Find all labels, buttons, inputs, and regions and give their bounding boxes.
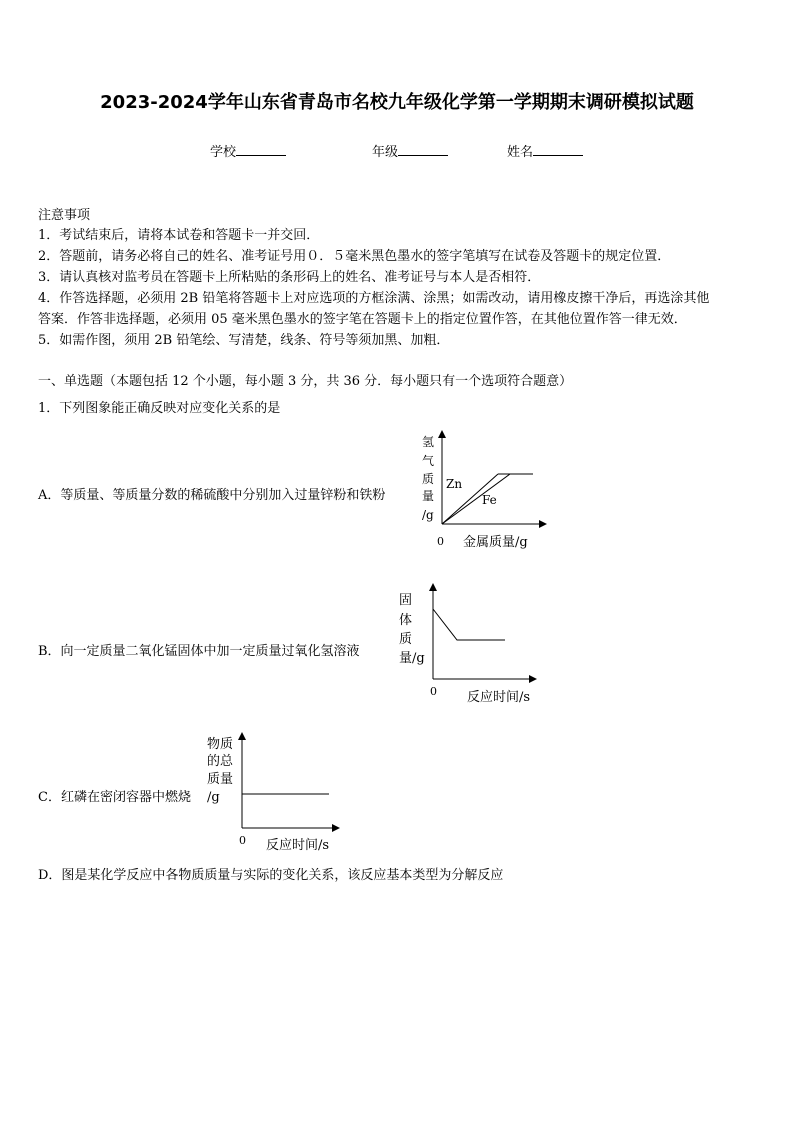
school-field[interactable] <box>210 141 286 160</box>
solid-mass-line <box>433 609 505 640</box>
note-item: 2．答题前，请务必将自己的姓名、准考证号用０．５毫米黑色墨水的签字笔填写在试卷及答题卡的规定位置． <box>38 249 671 264</box>
graph-a <box>410 428 550 554</box>
y-label-line: 质量 <box>207 772 234 787</box>
x-axis-label: 反应时间/s <box>266 838 330 853</box>
name-label: 姓名 <box>507 145 534 160</box>
option-b[interactable]: B．向一定质量二氧化锰固体中加一定质量过氧化氢溶液 <box>38 644 360 659</box>
graph-b <box>395 583 545 707</box>
page-title: 2023-2024学年山东省青岛市名校九年级化学第一学期期末调研模拟试题 <box>100 92 694 113</box>
y-label-char: 质 <box>422 472 435 486</box>
y-label-line: 物质 <box>207 737 234 752</box>
school-blank[interactable] <box>236 143 286 156</box>
option-a[interactable]: A．等质量、等质量分数的稀硫酸中分别加入过量锌粉和铁粉 <box>38 488 386 503</box>
grade-field[interactable] <box>372 141 448 160</box>
option-c[interactable]: C．红磷在密闭容器中燃烧 <box>38 790 191 805</box>
name-blank[interactable] <box>533 143 583 156</box>
option-d[interactable]: D．图是某化学反应中各物质质量与实际的变化关系，该反应基本类型为分解反应 <box>38 868 504 883</box>
origin-label: 0 <box>239 834 246 847</box>
y-label-char: /g <box>422 508 434 522</box>
series-label-fe: Fe <box>482 493 497 507</box>
note-item: 3．请认真核对监考员在答题卡上所粘贴的条形码上的姓名、准考证号与本人是否相符． <box>38 270 541 285</box>
y-label-char: 量/g <box>399 651 425 666</box>
note-item: 1．考试结束后，请将本试卷和答题卡一并交回． <box>38 228 320 243</box>
y-label-char: 气 <box>422 454 435 468</box>
note-item: 答案．作答非选择题，必须用 05 毫米黑色墨水的签字笔在答题卡上的指定位置作答，在其他位置作答一律无效． <box>38 312 687 327</box>
notes-heading: 注意事项 <box>38 208 91 223</box>
name-field[interactable] <box>507 141 583 160</box>
y-label-char: 质 <box>399 632 413 647</box>
grade-label: 年级 <box>372 145 399 160</box>
series-label-zn: Zn <box>446 477 463 491</box>
graph-c <box>200 732 345 856</box>
x-axis-label: 金属质量/g <box>463 535 528 550</box>
y-label-char: 量 <box>422 489 435 503</box>
y-label-line: /g <box>207 790 220 805</box>
origin-label: 0 <box>430 685 437 698</box>
x-axis-label: 反应时间/s <box>467 690 531 705</box>
y-label-char: 体 <box>399 613 413 628</box>
grade-blank[interactable] <box>398 143 448 156</box>
question-stem: 1．下列图象能正确反映对应变化关系的是 <box>38 401 281 416</box>
y-label-char: 固 <box>399 593 413 608</box>
note-item: 4．作答选择题，必须用 2B 铅笔将答题卡上对应选项的方框涂满、涂黑；如需改动，请用橡皮擦干净后，再选涂其他 <box>38 291 710 306</box>
origin-label: 0 <box>437 535 444 548</box>
note-item: 5．如需作图，须用 2B 铅笔绘、写清楚，线条、符号等须加黑、加粗． <box>38 333 450 348</box>
school-label: 学校 <box>210 145 237 160</box>
y-label-char: 氢 <box>422 435 435 449</box>
section-heading: 一、单选题（本题包括 12 个小题，每小题 3 分，共 36 分．每小题只有一个选项符合题意） <box>38 374 573 389</box>
y-label-line: 的总 <box>207 754 234 769</box>
